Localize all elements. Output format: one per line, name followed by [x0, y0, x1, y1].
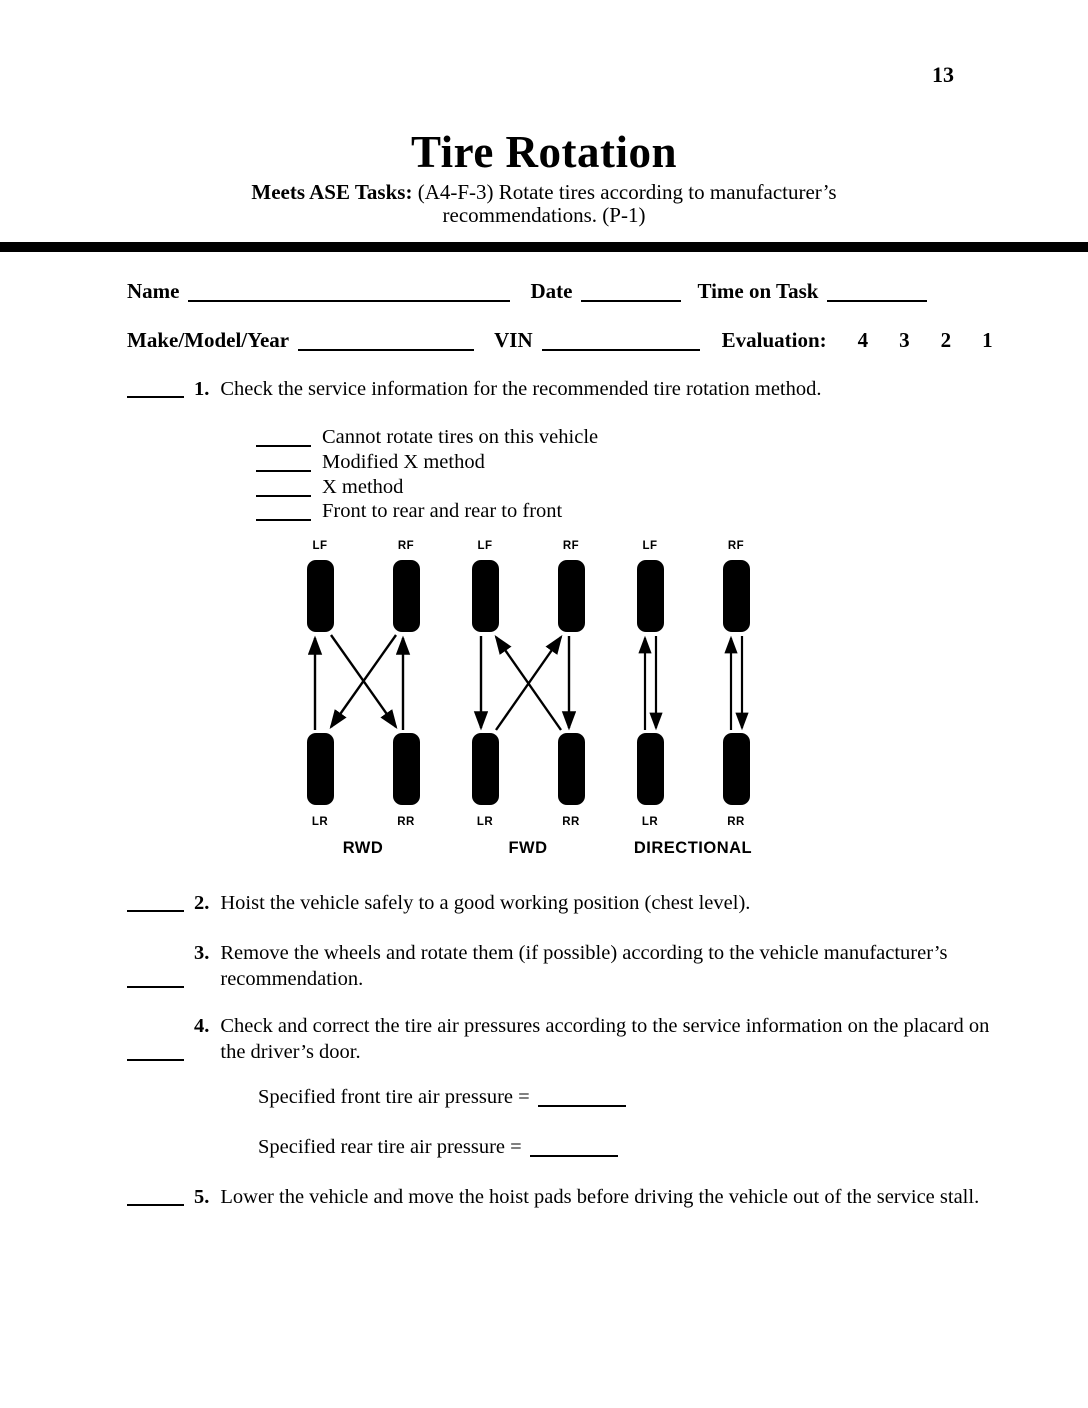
fwd-rr-label: RR	[562, 816, 580, 828]
rwd-rf-tire	[393, 560, 420, 632]
rotation-option-2-blank	[256, 470, 311, 472]
task-3-blank	[127, 986, 184, 988]
diagram-group-rwd	[307, 540, 420, 857]
directional-lf-tire	[637, 560, 664, 632]
rwd-lf-tire	[307, 560, 334, 632]
rotation-option-1	[256, 426, 598, 449]
task-item-5	[127, 1184, 998, 1210]
task-3-number: 3.	[194, 942, 210, 964]
rwd-rr-label: RR	[397, 816, 415, 828]
fwd-rf-tire	[558, 560, 585, 632]
ase-task-text: (A4-F-3) Rotate tires according to manufacturer’s	[412, 180, 837, 204]
directional-caption: DIRECTIONAL	[633, 839, 753, 857]
tire-rotation-diagram	[293, 531, 763, 866]
task-4-text: Check and correct the tire air pressures according to the service information on the placard on the driver’s door.	[220, 1015, 990, 1063]
task-1-text: Check the service information for the recommended tire rotation method.	[220, 378, 822, 400]
task-5-text: Lower the vehicle and move the hoist pads before driving the vehicle out of the service stall.	[220, 1186, 980, 1208]
name-label: Name	[127, 279, 180, 303]
fwd-lf-label: LF	[477, 540, 493, 552]
time-on-task-blank	[827, 300, 927, 302]
rwd-lr-label: LR	[311, 816, 329, 828]
directional-rr-label: RR	[727, 816, 745, 828]
task-4-number: 4.	[194, 1015, 210, 1037]
directional-lf-label: LF	[642, 540, 658, 552]
diagram-group-directional	[634, 540, 752, 857]
rotation-option-2-label: Modified X method	[322, 451, 485, 473]
rotation-option-4-blank	[256, 519, 311, 521]
task-item-4	[127, 1013, 998, 1065]
date-label: Date	[530, 279, 573, 303]
rotation-option-3-label: X method	[322, 476, 404, 498]
task-2-blank	[127, 910, 184, 912]
make-model-year-blank	[298, 349, 474, 351]
rear-tire-pressure-row	[258, 1136, 618, 1159]
task-4-blank	[127, 1059, 184, 1061]
front-tire-pressure-blank	[538, 1105, 626, 1107]
task-1-number: 1.	[194, 378, 210, 400]
ase-task-label: Meets ASE Tasks:	[251, 180, 413, 204]
rotation-option-1-blank	[256, 445, 311, 447]
ase-task-subtitle	[0, 181, 1088, 227]
fwd-rf-label: RF	[562, 540, 580, 552]
page-number: 13	[932, 62, 954, 87]
fwd-caption: FWD	[508, 839, 548, 857]
header-divider-bar	[0, 242, 1088, 252]
rwd-lf-label: LF	[312, 540, 328, 552]
rotation-option-3-blank	[256, 495, 311, 497]
directional-rf-tire	[723, 560, 750, 632]
evaluation-label: Evaluation:	[721, 328, 827, 352]
rotation-option-2	[256, 451, 485, 474]
front-tire-pressure-row	[258, 1086, 626, 1109]
directional-rr-tire	[723, 733, 750, 805]
rwd-rr-tire	[393, 733, 420, 805]
fwd-rr-tire	[558, 733, 585, 805]
evaluation-score-2: 2	[940, 328, 952, 352]
ase-task-line2: recommendations. (P-1)	[442, 203, 646, 227]
info-row-2	[127, 328, 993, 353]
page-title: Tire Rotation	[410, 127, 678, 177]
task-1-blank	[127, 396, 184, 398]
directional-rf-label: RF	[727, 540, 745, 552]
vin-label: VIN	[494, 328, 533, 352]
rotation-option-4-label: Front to rear and rear to front	[322, 500, 563, 522]
task-2-text: Hoist the vehicle safely to a good working position (chest level).	[220, 892, 751, 914]
fwd-lr-tire	[472, 733, 499, 805]
info-row-1	[127, 279, 927, 304]
rwd-lr-tire	[307, 733, 334, 805]
vin-blank	[542, 349, 700, 351]
directional-lr-tire	[637, 733, 664, 805]
date-blank	[581, 300, 681, 302]
diagram-group-fwd	[472, 540, 585, 857]
evaluation-score-4: 4	[857, 328, 869, 352]
task-3-text: Remove the wheels and rotate them (if possible) according to the vehicle manufacturer’s recommendation.	[220, 942, 948, 990]
task-item-1	[127, 376, 998, 402]
task-item-3	[127, 940, 998, 992]
name-blank	[188, 300, 510, 302]
evaluation-score-1: 1	[982, 328, 993, 352]
front-tire-pressure-label: Specified front tire air pressure =	[258, 1086, 530, 1108]
fwd-lf-tire	[472, 560, 499, 632]
task-5-blank	[127, 1204, 184, 1206]
task-2-number: 2.	[194, 892, 210, 914]
evaluation-score-3: 3	[899, 328, 910, 352]
rotation-option-1-label: Cannot rotate tires on this vehicle	[322, 426, 599, 448]
time-on-task-label: Time on Task	[697, 279, 819, 303]
directional-lr-label: LR	[641, 816, 659, 828]
rwd-rf-label: RF	[397, 540, 415, 552]
task-item-2	[127, 890, 998, 916]
rear-tire-pressure-blank	[530, 1155, 618, 1157]
rotation-option-3	[256, 476, 403, 499]
rear-tire-pressure-label: Specified rear tire air pressure =	[258, 1136, 522, 1158]
tire-rotation-diagram-svg	[293, 531, 763, 861]
rotation-option-4	[256, 500, 562, 523]
make-model-year-label: Make/Model/Year	[127, 328, 290, 352]
rwd-caption: RWD	[342, 839, 384, 857]
ase-task-line1	[0, 181, 1088, 204]
fwd-lr-label: LR	[476, 816, 494, 828]
task-5-number: 5.	[194, 1186, 210, 1208]
